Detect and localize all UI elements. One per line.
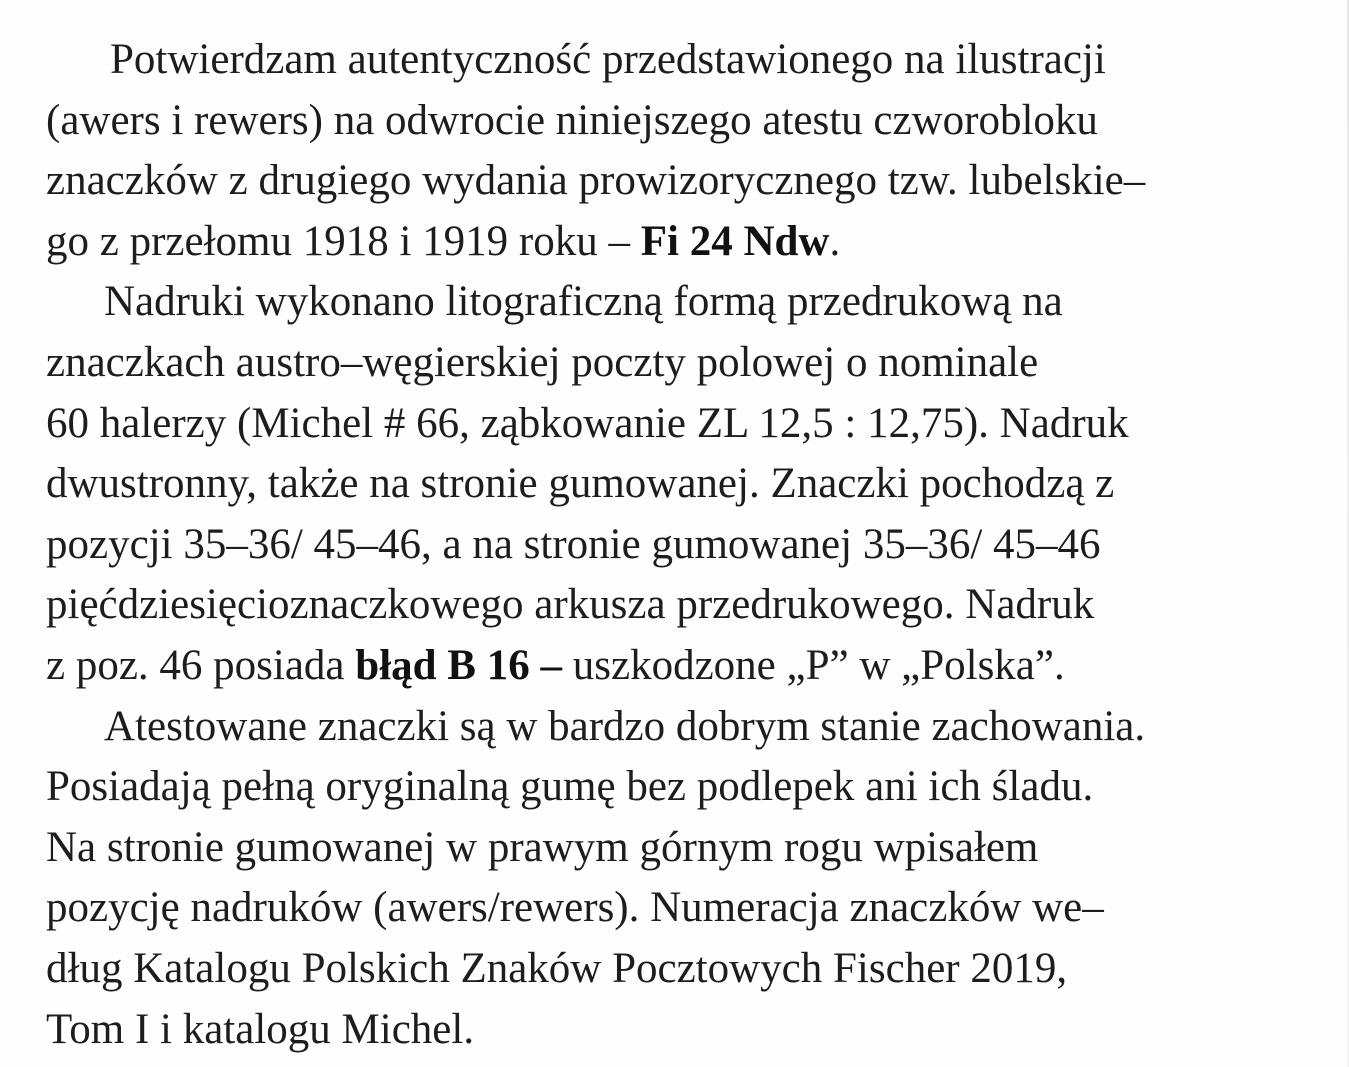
text-run: Tom I i katalogu Michel. <box>46 1005 475 1053</box>
text-run: pozycji 35–36/ 45–46, a na stronie gumowanej 35–36/ 45–46 <box>46 520 1101 568</box>
text-run: . <box>829 217 841 265</box>
text-line <box>46 939 1316 1000</box>
text-line <box>46 91 1316 152</box>
text-line <box>46 30 1316 91</box>
text-run: Potwierdzam autentyczność przedstawionego na ilustracji <box>110 36 1106 83</box>
text-run: Atestowane znaczki są w bardzo dobrym stanie zachowania. <box>104 702 1146 750</box>
certificate-text <box>46 30 1316 1060</box>
text-line <box>46 151 1316 212</box>
text-run: go z przełomu 1918 i 1919 roku – <box>46 217 641 265</box>
text-line <box>46 333 1316 394</box>
text-line <box>46 272 1316 333</box>
text-run: Na stronie gumowanej w prawym górnym rogu wpisałem <box>46 823 1039 871</box>
text-line <box>46 394 1316 455</box>
text-run: pięćdziesięcioznaczkowego arkusza przedrukowego. Nadruk <box>46 581 1095 629</box>
text-run: pozycję nadruków (awers/rewers). Numeracja znaczków we– <box>46 884 1104 932</box>
text-run: dwustronny, także na stronie gumowanej. Znaczki pochodzą z <box>46 460 1115 508</box>
text-run: znaczkach austro–węgierskiej poczty polowej o nominale <box>46 338 1039 386</box>
text-run: uszkodzone „P” w „Polska”. <box>562 641 1065 689</box>
text-line <box>46 636 1316 697</box>
text-run: (awers i rewers) na odwrocie niniejszego atestu czworobloku <box>46 96 1098 144</box>
text-run: dług Katalogu Polskich Znaków Pocztowych Fischer 2019, <box>46 944 1068 992</box>
text-line <box>46 697 1316 758</box>
text-run: znaczków z drugiego wydania prowizorycznego tzw. lubelskie– <box>46 157 1146 205</box>
text-line <box>46 1000 1316 1061</box>
text-line <box>46 515 1316 576</box>
text-line <box>46 878 1316 939</box>
text-run: Posiadają pełną oryginalną gumę bez podlepek ani ich śladu. <box>46 763 1094 811</box>
text-run: Nadruki wykonano litograficzną formą przedrukową na <box>104 278 1063 326</box>
text-line <box>46 212 1316 273</box>
catalog-number-bold: Fi 24 Ndw <box>640 217 830 265</box>
text-line <box>46 454 1316 515</box>
error-code-bold: błąd B 16 – <box>355 641 562 689</box>
text-line <box>46 757 1316 818</box>
text-line <box>46 818 1316 879</box>
text-run: 60 halerzy (Michel # 66, ząbkowanie ZL 12,5 : 12,75). Nadruk <box>46 399 1129 447</box>
text-run: z poz. 46 posiada <box>46 641 356 689</box>
text-line <box>46 575 1316 636</box>
